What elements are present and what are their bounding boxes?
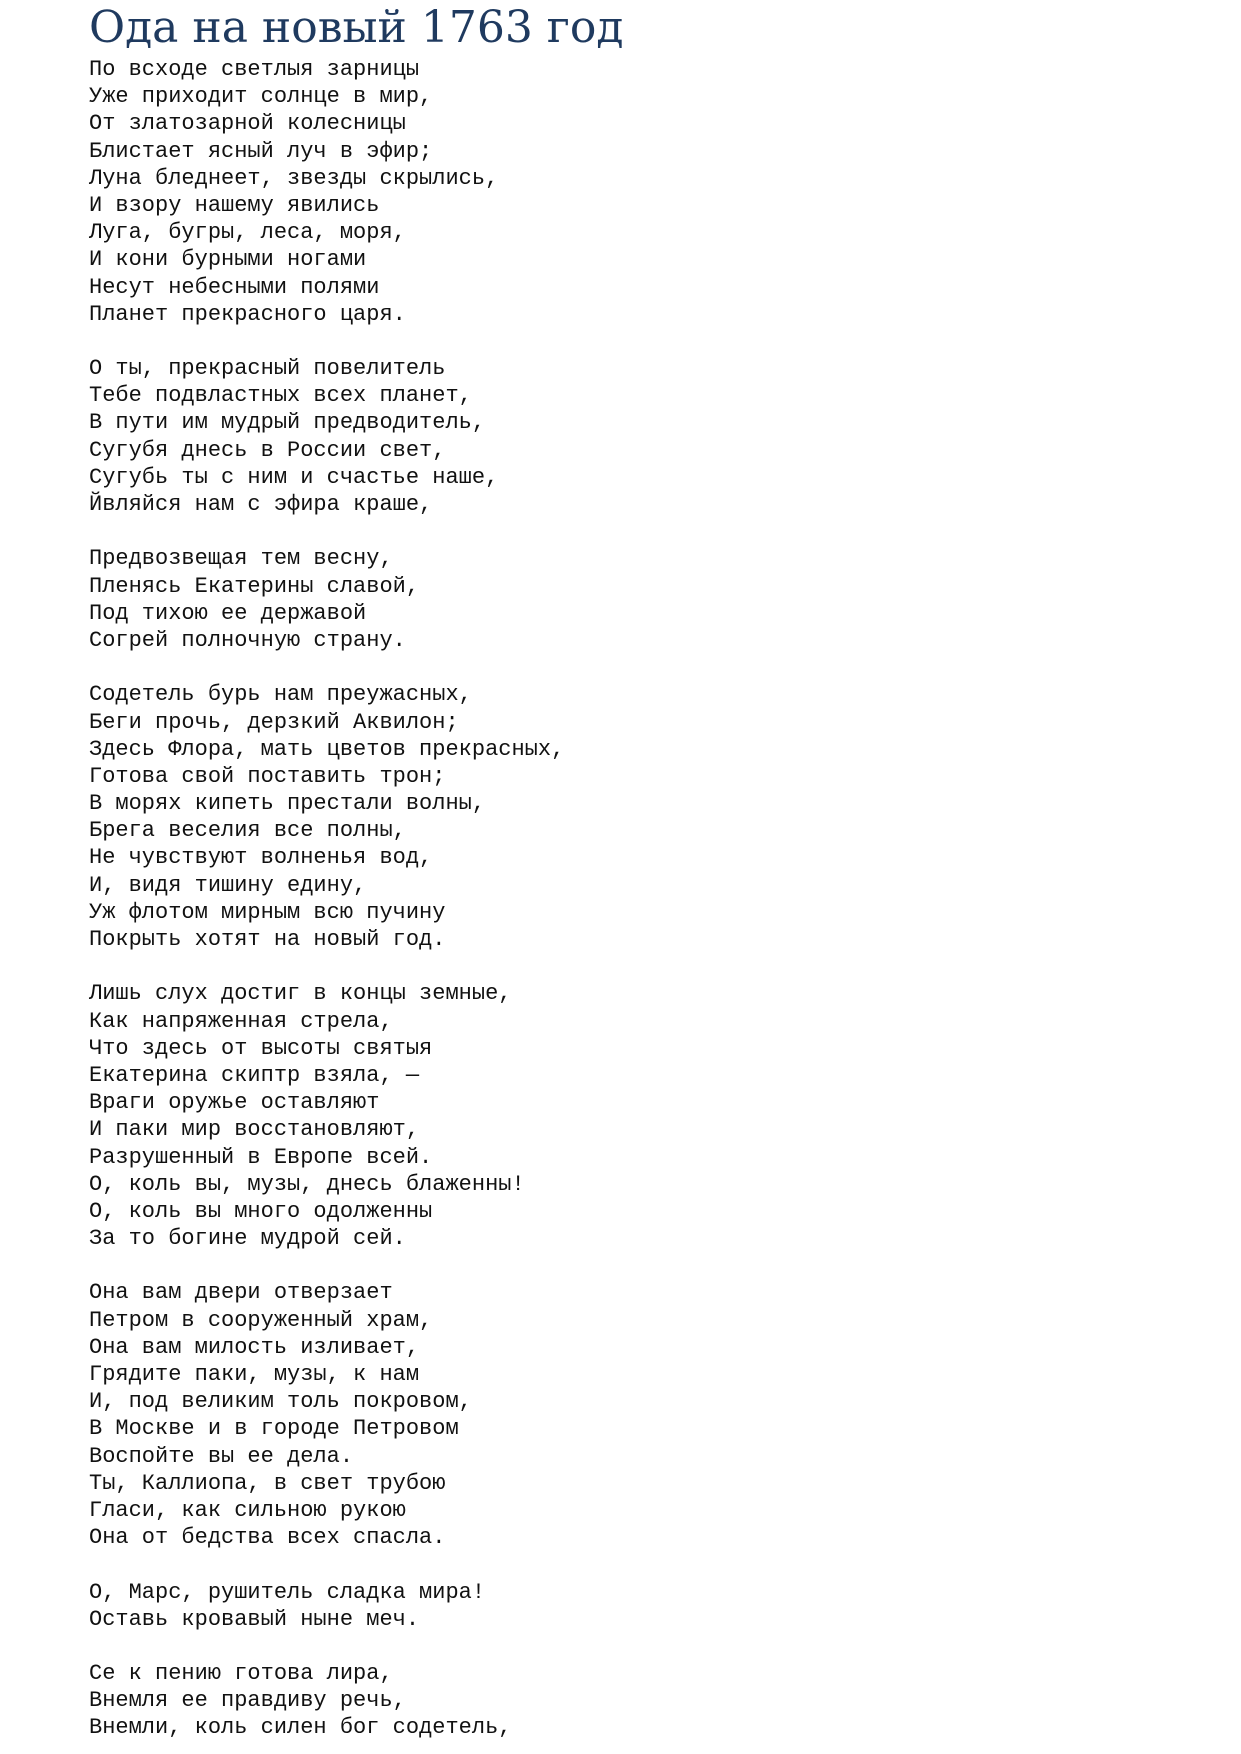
stanza-break: [89, 518, 1189, 545]
poem-line: Она от бедства всех спасла.: [89, 1525, 446, 1551]
poem-line: Готова свой поставить трон;: [89, 763, 446, 789]
stanza: [89, 56, 1189, 328]
poem-line: Екатерина скиптр взяла, —: [89, 1062, 420, 1088]
stanza: [89, 1279, 1189, 1551]
stanza-break: [89, 1252, 1189, 1279]
poem-line: Покрыть хотят на новый год.: [89, 927, 446, 952]
poem-line: По всходе светлыя зарницы: [89, 57, 420, 82]
poem-line: Внемля ее правдиву речь,: [89, 1688, 406, 1714]
stanza-break: [89, 1633, 1189, 1660]
poem-line: И, под великим толь покровом,: [89, 1389, 472, 1415]
poem-line: Содетель бурь нам преужасных,: [89, 682, 472, 708]
poem-line: Луга, бугры, леса, моря,: [89, 220, 406, 246]
poem-line: В пути им мудрый предводитель,: [89, 410, 486, 436]
poem-line: Здесь Флора, мать цветов прекрасных,: [89, 736, 565, 762]
poem-line: Она вам двери отверзает: [89, 1280, 393, 1306]
poem-line: Петром в сооруженный храм,: [89, 1307, 433, 1333]
poem-line: Йвляйся нам с эфира краше,: [89, 492, 433, 517]
poem-line: Предвозвещая тем весну,: [89, 546, 393, 572]
poem-line: В Москве и в городе Петровом: [89, 1416, 459, 1442]
poem-line: О, коль вы много одолженны: [89, 1198, 433, 1224]
poem-line: Брега веселия все полны,: [89, 818, 406, 844]
poem-line: Внемли, коль силен бог содетель,: [89, 1715, 512, 1741]
poem-line: Уже приходит солнце в мир,: [89, 84, 433, 110]
poem-line: И кони бурными ногами: [89, 247, 367, 273]
stanza: [89, 1579, 1189, 1633]
stanza: [89, 980, 1189, 1252]
poem-line: Лишь слух достиг в концы земные,: [89, 981, 512, 1007]
poem-line: От златозарной колесницы: [89, 111, 406, 137]
poem-line: О, Марс, рушитель сладка мира!: [89, 1579, 486, 1605]
poem-line: Как напряженная стрела,: [89, 1008, 393, 1034]
poem-title: Ода на новый 1763 год: [89, 2, 624, 53]
poem-line: Не чувствуют волненья вод,: [89, 845, 433, 871]
poem-line: О ты, прекрасный повелитель: [89, 356, 446, 382]
poem-line: Согрей полночную страну.: [89, 627, 406, 653]
poem-body: [89, 56, 1189, 1742]
poem-line: Враги оружье оставляют: [89, 1090, 380, 1116]
poem-line: Планет прекрасного царя.: [89, 301, 406, 327]
poem-line: Оставь кровавый ныне меч.: [89, 1606, 420, 1632]
poem-line: И взору нашему явились: [89, 192, 380, 218]
stanza: [89, 681, 1189, 953]
stanza-break: [89, 328, 1189, 355]
poem-line: И паки мир восстановляют,: [89, 1117, 420, 1143]
poem-line: И, видя тишину едину,: [89, 872, 367, 898]
poem-line: Воспойте вы ее дела.: [89, 1443, 354, 1469]
poem-line: Что здесь от высоты святыя: [89, 1035, 433, 1061]
poem-line: Уж флотом мирным всю пучину: [89, 899, 446, 925]
stanza-break: [89, 953, 1189, 980]
stanza-break: [89, 654, 1189, 681]
document-page: [89, 0, 1189, 1742]
poem-line: Беги прочь, дерзкий Аквилон;: [89, 709, 459, 735]
poem-line: Гласи, как сильною рукою: [89, 1497, 406, 1523]
poem-line: Сугубь ты с ним и счастье наше,: [89, 464, 499, 490]
poem-line: Сугубя днесь в России свет,: [89, 437, 446, 463]
poem-line: Ты, Каллиопа, в свет трубою: [89, 1470, 446, 1496]
poem-line: Се к пению готова лира,: [89, 1661, 393, 1687]
poem-line: Разрушенный в Европе всей.: [89, 1144, 433, 1170]
poem-line: Тебе подвластных всех планет,: [89, 383, 472, 409]
poem-line: О, коль вы, музы, днесь блаженны!: [89, 1171, 525, 1197]
poem-line: Пленясь Екатерины славой,: [89, 573, 420, 599]
stanza: [89, 1660, 1189, 1742]
stanza-break: [89, 1551, 1189, 1578]
poem-line: За то богине мудрой сей.: [89, 1226, 406, 1252]
poem-line: Несут небесными полями: [89, 274, 380, 300]
poem-line: Грядите паки, музы, к нам: [89, 1362, 420, 1387]
poem-line: В морях кипеть престали волны,: [89, 791, 486, 817]
poem-line: Луна бледнеет, звезды скрылись,: [89, 165, 499, 191]
stanza: [89, 355, 1189, 518]
poem-line: Под тихою ее державой: [89, 600, 367, 626]
stanza: [89, 545, 1189, 654]
poem-line: Она вам милость изливает,: [89, 1334, 420, 1360]
poem-line: Блистает ясный луч в эфир;: [89, 138, 433, 164]
